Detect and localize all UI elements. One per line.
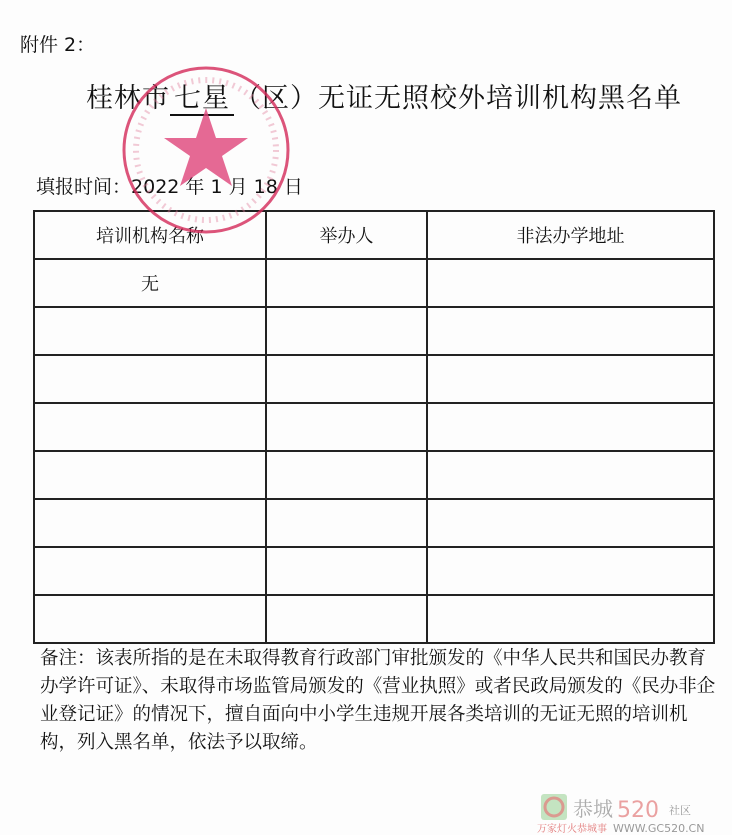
blacklist-table xyxy=(33,210,715,644)
cell-address xyxy=(427,403,714,451)
title-district: 七星 xyxy=(170,84,234,116)
attachment-label: 附件 2： xyxy=(20,34,96,56)
cell-address xyxy=(427,595,714,643)
cell-organizer xyxy=(266,595,427,643)
cell-institution-name xyxy=(34,595,266,643)
table-row xyxy=(34,451,714,499)
table-row xyxy=(34,547,714,595)
svg-text:万家灯火恭城事: 万家灯火恭城事 xyxy=(537,824,607,835)
cell-address xyxy=(427,259,714,307)
header-organizer: 举办人 xyxy=(266,211,427,259)
cell-institution-name xyxy=(34,355,266,403)
cell-address xyxy=(427,307,714,355)
site-watermark xyxy=(537,792,732,835)
title-prefix: 桂林市 xyxy=(86,83,170,114)
fill-date-value: 2022 年 1 月 18 日 xyxy=(131,176,303,198)
cell-address xyxy=(427,355,714,403)
cell-institution-name xyxy=(34,451,266,499)
svg-text:520: 520 xyxy=(617,798,659,823)
cell-organizer xyxy=(266,259,427,307)
cell-institution-name xyxy=(34,499,266,547)
cell-organizer xyxy=(266,451,427,499)
official-seal-stamp xyxy=(116,60,296,240)
cell-address xyxy=(427,547,714,595)
cell-organizer xyxy=(266,307,427,355)
table-row xyxy=(34,403,714,451)
svg-text:WWW.GC520.CN: WWW.GC520.CN xyxy=(613,822,705,835)
cell-organizer xyxy=(266,499,427,547)
header-institution-name: 培训机构名称 xyxy=(34,211,266,259)
svg-text:恭城: 恭城 xyxy=(573,797,613,821)
cell-organizer xyxy=(266,403,427,451)
cell-institution-name xyxy=(34,403,266,451)
cell-address xyxy=(427,499,714,547)
cell-institution-name xyxy=(34,307,266,355)
notes: 备注：该表所指的是在未取得教育行政部门审批颁发的《中华人民共和国民办教育办学许可证》、未取得市场监管局颁发的《营业执照》或者民政局颁发的《民办非企业登记证》的情况下，擅自面向中小学生违规开展各类培训的无证无照的培训机构，列入黑名单，依法予以取缔。 xyxy=(40,648,716,753)
table-row xyxy=(34,499,714,547)
table-row xyxy=(34,259,714,307)
cell-organizer xyxy=(266,547,427,595)
header-address: 非法办学地址 xyxy=(427,211,714,259)
svg-text:社区: 社区 xyxy=(669,804,691,817)
table-row xyxy=(34,307,714,355)
title-suffix: （区）无证无照校外培训机构黑名单 xyxy=(234,83,682,114)
cell-address xyxy=(427,451,714,499)
cell-institution-name: 无 xyxy=(34,259,266,307)
table-row xyxy=(34,355,714,403)
cell-organizer xyxy=(266,355,427,403)
star-icon xyxy=(164,108,248,186)
fill-date-label: 填报时间： xyxy=(36,176,132,198)
table-row xyxy=(34,595,714,643)
cell-institution-name xyxy=(34,547,266,595)
